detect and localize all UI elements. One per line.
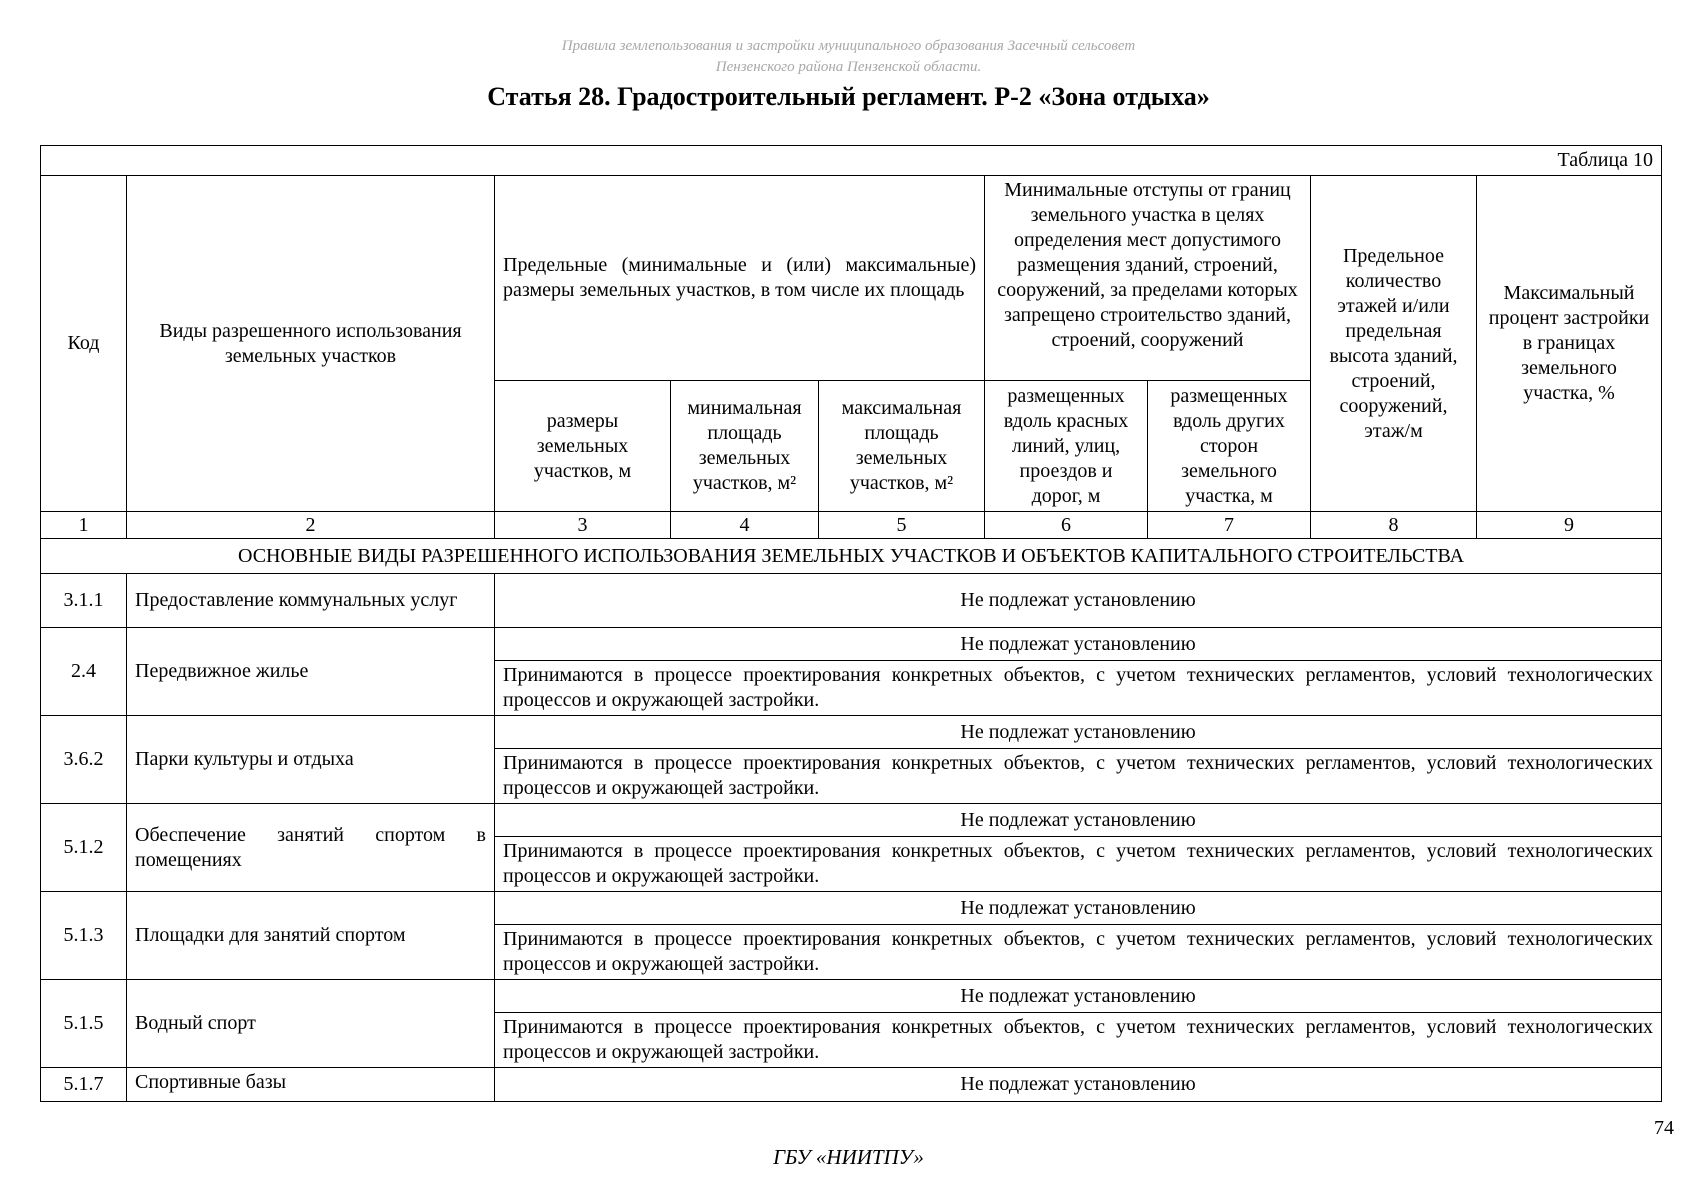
row-design-note: Принимаются в процессе проектирования конкретных объектов, с учетом технических регламентов, условий технологических процессов и окружающей застройки. (495, 749, 1662, 804)
header-along-other-sides: размещенных вдоль других сторон земельного участка, м (1148, 381, 1311, 512)
page-number: 74 (1654, 1117, 1674, 1139)
row-name: Спортивные базы (127, 1068, 495, 1102)
table-row (41, 1068, 1662, 1102)
column-number: 5 (819, 512, 985, 539)
regulation-table (40, 145, 1662, 1102)
header-max-area: максимальная площадь земельных участков, м² (819, 381, 985, 512)
row-not-set: Не подлежат установлению (495, 892, 1662, 925)
header-setbacks: Минимальные отступы от границ земельного участка в целях определения мест допустимого размещения зданий, строений, сооружений, за пределами которых запрещено строительство зданий, строений, сооружений (985, 176, 1311, 381)
row-name: Передвижное жилье (127, 628, 495, 716)
header-plot-limits: Предельные (минимальные и (или) максимальные) размеры земельных участков, в том числе их площадь (495, 176, 985, 381)
header-line-2: Пензенского района Пензенской области. (715, 59, 982, 75)
section-title: ОСНОВНЫЕ ВИДЫ РАЗРЕШЕННОГО ИСПОЛЬЗОВАНИЯ ЗЕМЕЛЬНЫХ УЧАСТКОВ И ОБЪЕКТОВ КАПИТАЛЬНОГО СТРОИТЕЛЬСТВА (41, 539, 1662, 574)
row-not-set: Не подлежат установлению (495, 980, 1662, 1013)
row-code: 5.1.5 (41, 980, 127, 1068)
header-along-red-lines: размещенных вдоль красных линий, улиц, проездов и дорог, м (985, 381, 1148, 512)
row-design-note: Принимаются в процессе проектирования конкретных объектов, с учетом технических регламентов, условий технологических процессов и окружающей застройки. (495, 925, 1662, 980)
document-footer: ГБУ «НИИТПУ» (773, 1145, 924, 1169)
row-code: 5.1.7 (41, 1068, 127, 1102)
column-number: 2 (127, 512, 495, 539)
table-row (41, 628, 1662, 661)
row-code: 2.4 (41, 628, 127, 716)
page-title: Статья 28. Градостроительный регламент. Р-2 «Зона отдыха» (487, 82, 1210, 111)
header-plot-size: размеры земельных участков, м (495, 381, 671, 512)
row-code: 5.1.3 (41, 892, 127, 980)
row-design-note: Принимаются в процессе проектирования конкретных объектов, с учетом технических регламентов, условий технологических процессов и окружающей застройки. (495, 837, 1662, 892)
header-max-floors: Предельное количество этажей и/или предельная высота зданий, строений, сооружений, этаж/м (1311, 176, 1477, 512)
row-name: Площадки для занятий спортом (127, 892, 495, 980)
table-row (41, 716, 1662, 749)
table-row (41, 574, 1662, 628)
table-row (41, 980, 1662, 1013)
row-not-set: Не подлежат установлению (495, 628, 1662, 661)
header-line-1: Правила землепользования и застройки муниципального образования Засечный сельсовет (561, 38, 1136, 54)
row-code: 3.1.1 (41, 574, 127, 628)
row-code: 3.6.2 (41, 716, 127, 804)
header-use-types: Виды разрешенного использования земельных участков (127, 176, 495, 512)
row-name: Предоставление коммунальных услуг (127, 574, 495, 628)
row-name: Парки культуры и отдыха (127, 716, 495, 804)
table-row (41, 804, 1662, 837)
row-not-set: Не подлежат установлению (495, 716, 1662, 749)
row-not-set: Не подлежат установлению (495, 574, 1662, 628)
column-number: 3 (495, 512, 671, 539)
row-name: Обеспечение занятий спортом в помещениях (127, 804, 495, 892)
header-min-area: минимальная площадь земельных участков, м² (671, 381, 819, 512)
column-number: 8 (1311, 512, 1477, 539)
header-code: Код (41, 176, 127, 512)
header-max-coverage: Максимальный процент застройки в границах земельного участка, % (1477, 176, 1662, 512)
column-number: 4 (671, 512, 819, 539)
table-row (41, 892, 1662, 925)
column-number: 9 (1477, 512, 1662, 539)
column-number: 1 (41, 512, 127, 539)
row-design-note: Принимаются в процессе проектирования конкретных объектов, с учетом технических регламентов, условий технологических процессов и окружающей застройки. (495, 1013, 1662, 1068)
table-caption: Таблица 10 (41, 146, 1662, 176)
row-name: Водный спорт (127, 980, 495, 1068)
row-code: 5.1.2 (41, 804, 127, 892)
column-number: 7 (1148, 512, 1311, 539)
row-not-set: Не подлежат установлению (495, 1068, 1662, 1102)
document-header (0, 36, 1697, 78)
row-not-set: Не подлежат установлению (495, 804, 1662, 837)
column-number: 6 (985, 512, 1148, 539)
row-design-note: Принимаются в процессе проектирования конкретных объектов, с учетом технических регламентов, условий технологических процессов и окружающей застройки. (495, 661, 1662, 716)
